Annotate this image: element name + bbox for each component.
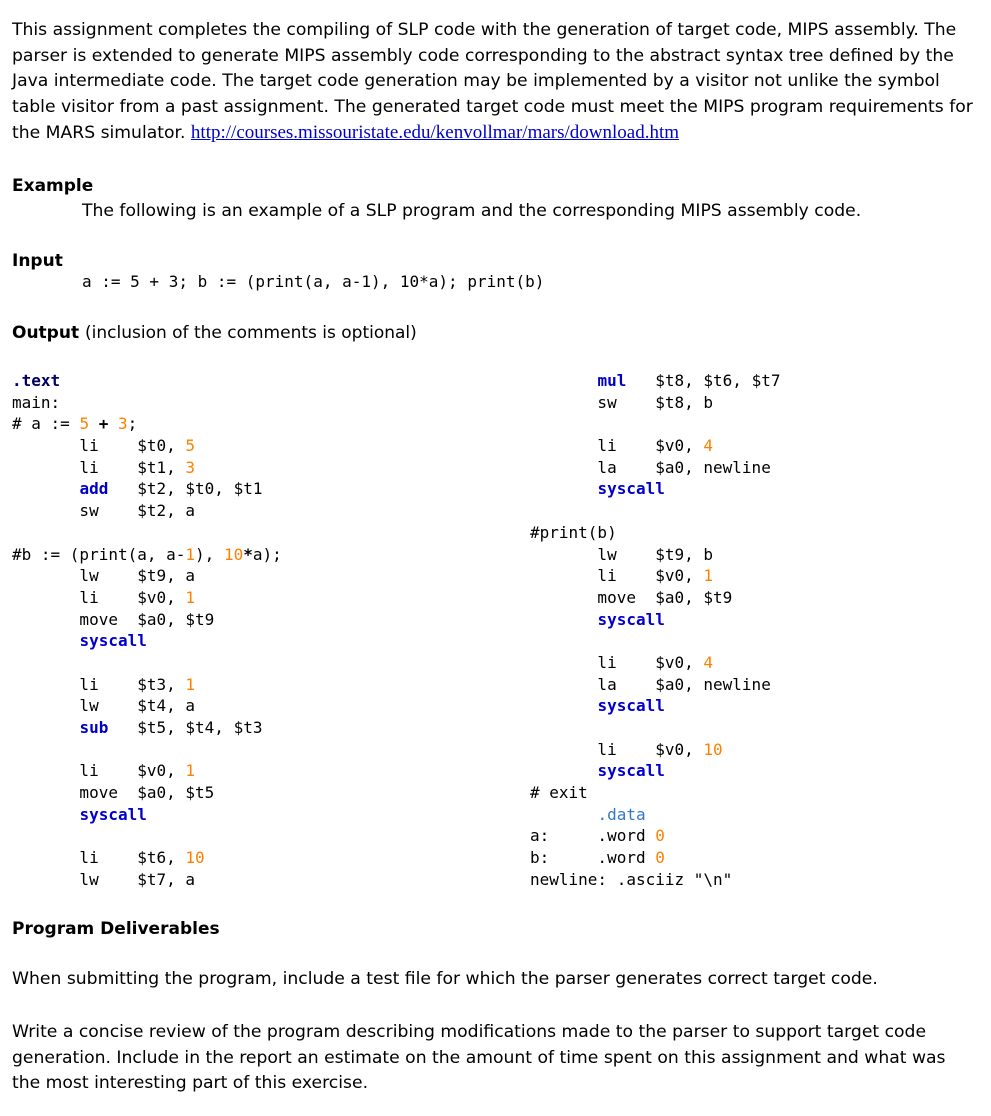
code-token: 5 <box>79 414 90 434</box>
code-token <box>12 718 79 737</box>
code-token: # exit <box>530 783 588 803</box>
code-token: 3 <box>185 457 196 477</box>
code-token: 5 <box>185 436 196 456</box>
code-line <box>530 413 780 435</box>
code-line <box>530 847 780 869</box>
code-token: lw $t4, a <box>12 696 196 716</box>
code-line <box>12 674 282 696</box>
code-token: sub <box>79 718 109 737</box>
code-token: a: .word <box>530 826 656 846</box>
code-token <box>530 696 597 715</box>
output-heading-label: Output <box>12 323 80 343</box>
code-line <box>12 847 282 869</box>
code-line <box>530 652 780 674</box>
code-token: .text <box>12 371 61 390</box>
code-token: syscall <box>597 696 665 716</box>
code-token <box>12 479 79 498</box>
code-token: li $v0, <box>12 761 186 781</box>
intro-text: This assignment completes the compiling of SLP code with the generation of target code, MIPS assembly. The parser is extended to generate MIPS assembly code corresponding to the abstract syntax tree defined by the Java intermediate code. The target code generation may be implemented by a visitor not unlike the symbol table visitor from a past assignment. The generated target code must meet the MIPS program requirements for the MARS simulator. <box>12 20 973 143</box>
input-code: a := 5 + 3; b := (print(a, a-1), 10*a); print(b) <box>82 272 545 291</box>
code-token: la $a0, newline <box>530 457 771 477</box>
code-token: sw $t2, a <box>12 501 196 521</box>
code-token: syscall <box>79 804 147 824</box>
code-token <box>530 610 597 629</box>
code-token: lw $t7, a <box>12 869 196 889</box>
code-token: $t8, $t6, $t7 <box>626 371 781 390</box>
code-token: move $a0, $t9 <box>530 587 733 607</box>
code-token: add <box>79 479 109 499</box>
code-token: move $a0, $t5 <box>12 783 215 803</box>
deliverables-heading: Program Deliverables <box>12 919 220 939</box>
code-token: syscall <box>79 631 147 651</box>
code-token: syscall <box>597 761 665 781</box>
code-line <box>12 370 282 392</box>
code-line <box>12 717 282 739</box>
code-line <box>12 825 282 847</box>
deliverables-paragraph-1: When submitting the program, include a test file for which the parser generates correct target code. <box>12 969 878 989</box>
code-line <box>12 630 282 652</box>
code-token: move $a0, $t9 <box>12 609 215 629</box>
code-line <box>530 717 780 739</box>
code-line <box>530 739 780 761</box>
code-token: syscall <box>597 609 665 629</box>
code-line <box>530 587 780 609</box>
code-line <box>530 522 780 544</box>
output-heading <box>12 322 417 344</box>
code-token: 1 <box>185 674 196 694</box>
input-heading: Input <box>12 251 63 271</box>
code-line <box>12 457 282 479</box>
code-line <box>530 609 780 631</box>
code-line <box>530 630 780 652</box>
code-token: li $t6, <box>12 848 186 868</box>
code-line <box>530 370 780 392</box>
code-token: # a := <box>12 414 80 434</box>
code-token: .data <box>597 804 646 824</box>
deliverables-paragraph-2: Write a concise review of the program describing modifications made to the parser to support target code generation. Include in the report an estimate on the amount of time spent on this assignment and what was the most interesting part of this exercise. <box>12 1022 946 1093</box>
code-line <box>530 478 780 500</box>
code-token: ; <box>127 414 138 434</box>
code-token: syscall <box>597 479 665 499</box>
code-line <box>12 652 282 674</box>
code-line <box>12 544 282 566</box>
code-token: 0 <box>655 826 665 846</box>
mips-code-right-column <box>530 370 780 891</box>
code-token: $t5, $t4, $t3 <box>108 718 263 737</box>
code-token: li $v0, <box>530 652 704 672</box>
code-token: 1 <box>185 544 196 564</box>
code-token: li $t3, <box>12 674 186 694</box>
code-token <box>530 805 597 824</box>
code-token <box>530 761 597 780</box>
code-line <box>530 392 780 414</box>
code-token: 10 <box>223 544 244 564</box>
code-token: 1 <box>185 587 196 607</box>
code-token: 10 <box>703 739 723 759</box>
code-token: la $a0, newline <box>530 674 771 694</box>
code-line <box>12 435 282 457</box>
code-line <box>12 522 282 544</box>
code-line <box>530 565 780 587</box>
code-token: li $v0, <box>530 436 704 456</box>
code-token: * <box>243 544 253 564</box>
code-token <box>12 805 79 824</box>
code-token: a); <box>252 544 282 564</box>
code-token: sw $t8, b <box>530 392 714 412</box>
code-line <box>12 695 282 717</box>
code-line <box>530 500 780 522</box>
code-token: li $v0, <box>12 587 186 607</box>
code-line <box>12 587 282 609</box>
code-line <box>530 825 780 847</box>
code-token: + <box>89 414 118 434</box>
code-token: main: <box>12 392 61 412</box>
code-line <box>12 500 282 522</box>
code-token: b: .word <box>530 848 656 868</box>
code-token: $t2, $t0, $t1 <box>108 479 263 499</box>
code-line <box>12 760 282 782</box>
code-token: 3 <box>117 414 128 434</box>
code-token <box>530 371 597 390</box>
example-description: The following is an example of a SLP program and the corresponding MIPS assembly code. <box>82 201 862 221</box>
code-token: 4 <box>703 652 714 672</box>
code-token: lw $t9, b <box>530 544 714 564</box>
code-token <box>12 631 79 650</box>
code-token: #b := (print(a, a- <box>12 544 186 564</box>
code-token: 0 <box>655 848 665 868</box>
code-line <box>12 739 282 761</box>
code-line <box>530 457 780 479</box>
mars-download-link[interactable]: http://courses.missouristate.edu/kenvollmar/mars/download.htm <box>190 122 680 143</box>
code-line <box>530 804 780 826</box>
intro-paragraph <box>12 18 974 147</box>
code-token: lw $t9, a <box>12 566 196 586</box>
code-token <box>530 479 597 498</box>
code-line <box>530 674 780 696</box>
example-heading: Example <box>12 176 94 196</box>
code-line <box>530 869 780 891</box>
code-token: li $t0, <box>12 436 186 456</box>
code-line <box>530 544 780 566</box>
mips-code-left-column <box>12 370 282 891</box>
code-token: 1 <box>703 566 714 586</box>
code-line <box>12 392 282 414</box>
code-token: newline: .asciiz "\n" <box>530 869 733 889</box>
code-line <box>530 695 780 717</box>
code-token: mul <box>597 371 627 390</box>
code-line <box>12 413 282 435</box>
code-line <box>530 782 780 804</box>
code-token: #print(b) <box>530 522 617 542</box>
code-token: ), <box>195 544 224 564</box>
code-line <box>530 760 780 782</box>
output-note: (inclusion of the comments is optional) <box>85 323 417 343</box>
code-line <box>12 869 282 891</box>
code-token: li $v0, <box>530 566 704 586</box>
code-token: 10 <box>185 848 205 868</box>
code-line <box>12 609 282 631</box>
code-line <box>12 565 282 587</box>
code-token: 4 <box>703 436 714 456</box>
code-line <box>530 435 780 457</box>
code-token: li $t1, <box>12 457 186 477</box>
code-token: 1 <box>185 761 196 781</box>
code-line <box>12 782 282 804</box>
code-line <box>12 804 282 826</box>
code-token: li $v0, <box>530 739 704 759</box>
code-line <box>12 478 282 500</box>
